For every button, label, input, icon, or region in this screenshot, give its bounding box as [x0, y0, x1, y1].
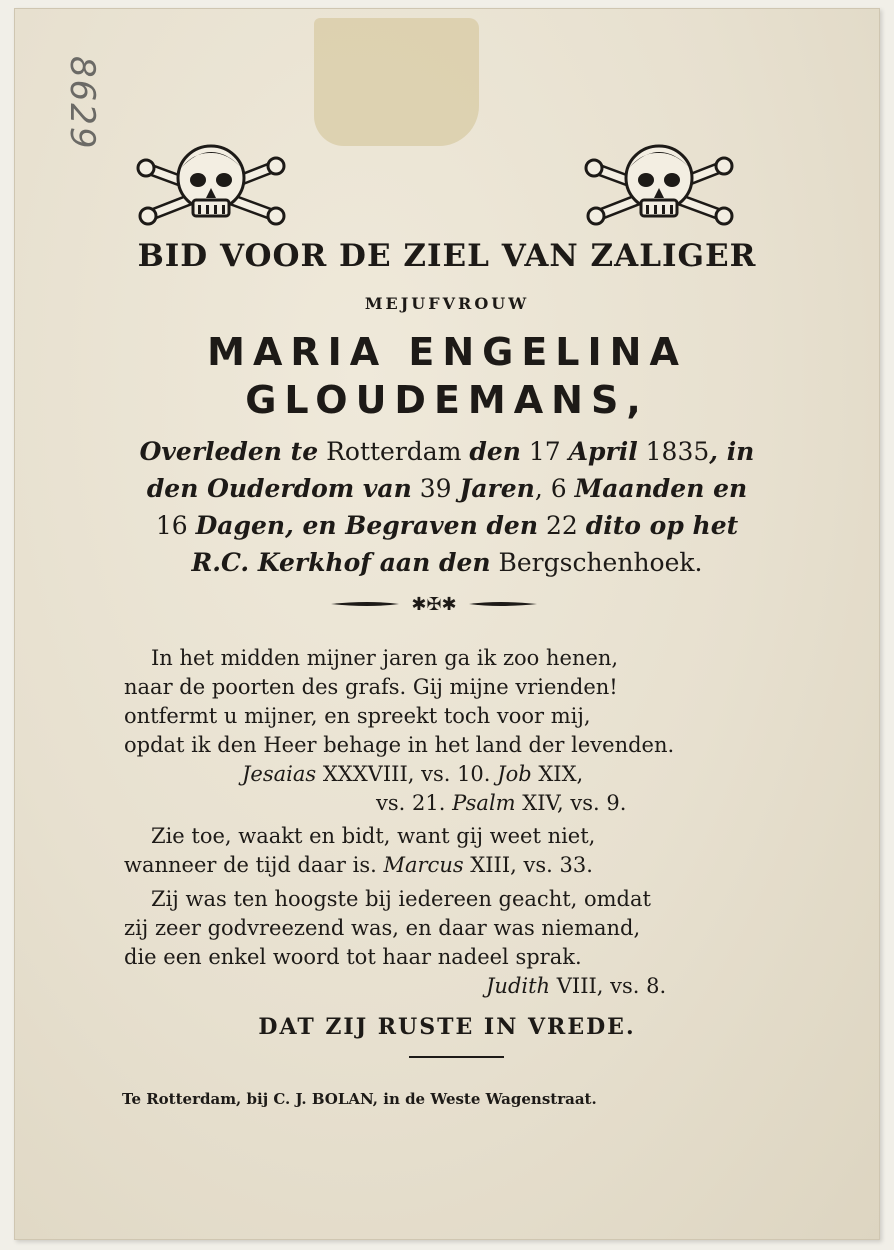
inventory-number: 8629 — [62, 56, 102, 151]
verse3-line3: die een enkel woord tot haar nadeel sprak. — [124, 945, 582, 969]
verse3-ref: Judith VIII, vs. 8. — [486, 974, 667, 998]
divider-rule — [409, 1056, 504, 1058]
intro-line4: R.C. Kerkhof aan den Bergschenhoek. — [191, 548, 703, 577]
verse1-line4: opdat ik den Heer behage in het land der levenden. — [124, 733, 675, 757]
title-honorific: MEJUFVROUW — [364, 294, 530, 313]
deceased-name-line1: MARIA ENGELINA — [207, 330, 687, 374]
verse3-line1: Zij was ten hoogste bij iedereen geacht, omdat — [151, 887, 651, 911]
printer-imprint: Te Rotterdam, bij C. J. BOLAN, in de Weste Wagenstraat. — [122, 1090, 597, 1108]
svg-text:✱✠✱: ✱✠✱ — [411, 594, 457, 614]
verse1-line2: naar de poorten des grafs. Gij mijne vrienden! — [124, 675, 618, 699]
stain — [314, 18, 479, 146]
verse1-ref2: vs. 21. Psalm XIV, vs. 9. — [376, 791, 627, 815]
verse2-line2: wanneer de tijd daar is. Marcus XIII, vs. 33. — [124, 853, 593, 877]
intro-line3: 16 Dagen, en Begraven den 22 dito op het — [155, 511, 739, 540]
verse1-line3: ontfermt u mijner, en spreekt toch voor mij, — [124, 704, 591, 728]
memorial-card — [14, 8, 880, 1240]
skull-crossbones-icon — [136, 138, 286, 230]
intro-line1: Overleden te Rotterdam den 17 April 1835, in — [139, 437, 755, 466]
verse2-line1: Zie toe, waakt en bidt, want gij weet niet, — [151, 824, 596, 848]
ornament-divider — [329, 594, 539, 614]
skull-crossbones-icon — [584, 138, 734, 230]
closing-prayer: DAT ZIJ RUSTE IN VREDE. — [258, 1014, 636, 1040]
verse1-ref1: Jesaias XXXVIII, vs. 10. Job XIX, — [242, 762, 584, 786]
heading: BID VOOR DE ZIEL VAN ZALIGER — [137, 238, 757, 274]
deceased-name-line2: GLOUDEMANS, — [245, 378, 649, 422]
intro-line2: den Ouderdom van 39 Jaren, 6 Maanden en — [146, 474, 748, 503]
verse3-line2: zij zeer godvreezend was, en daar was niemand, — [124, 916, 641, 940]
verse1-line1: In het midden mijner jaren ga ik zoo henen, — [151, 646, 619, 670]
